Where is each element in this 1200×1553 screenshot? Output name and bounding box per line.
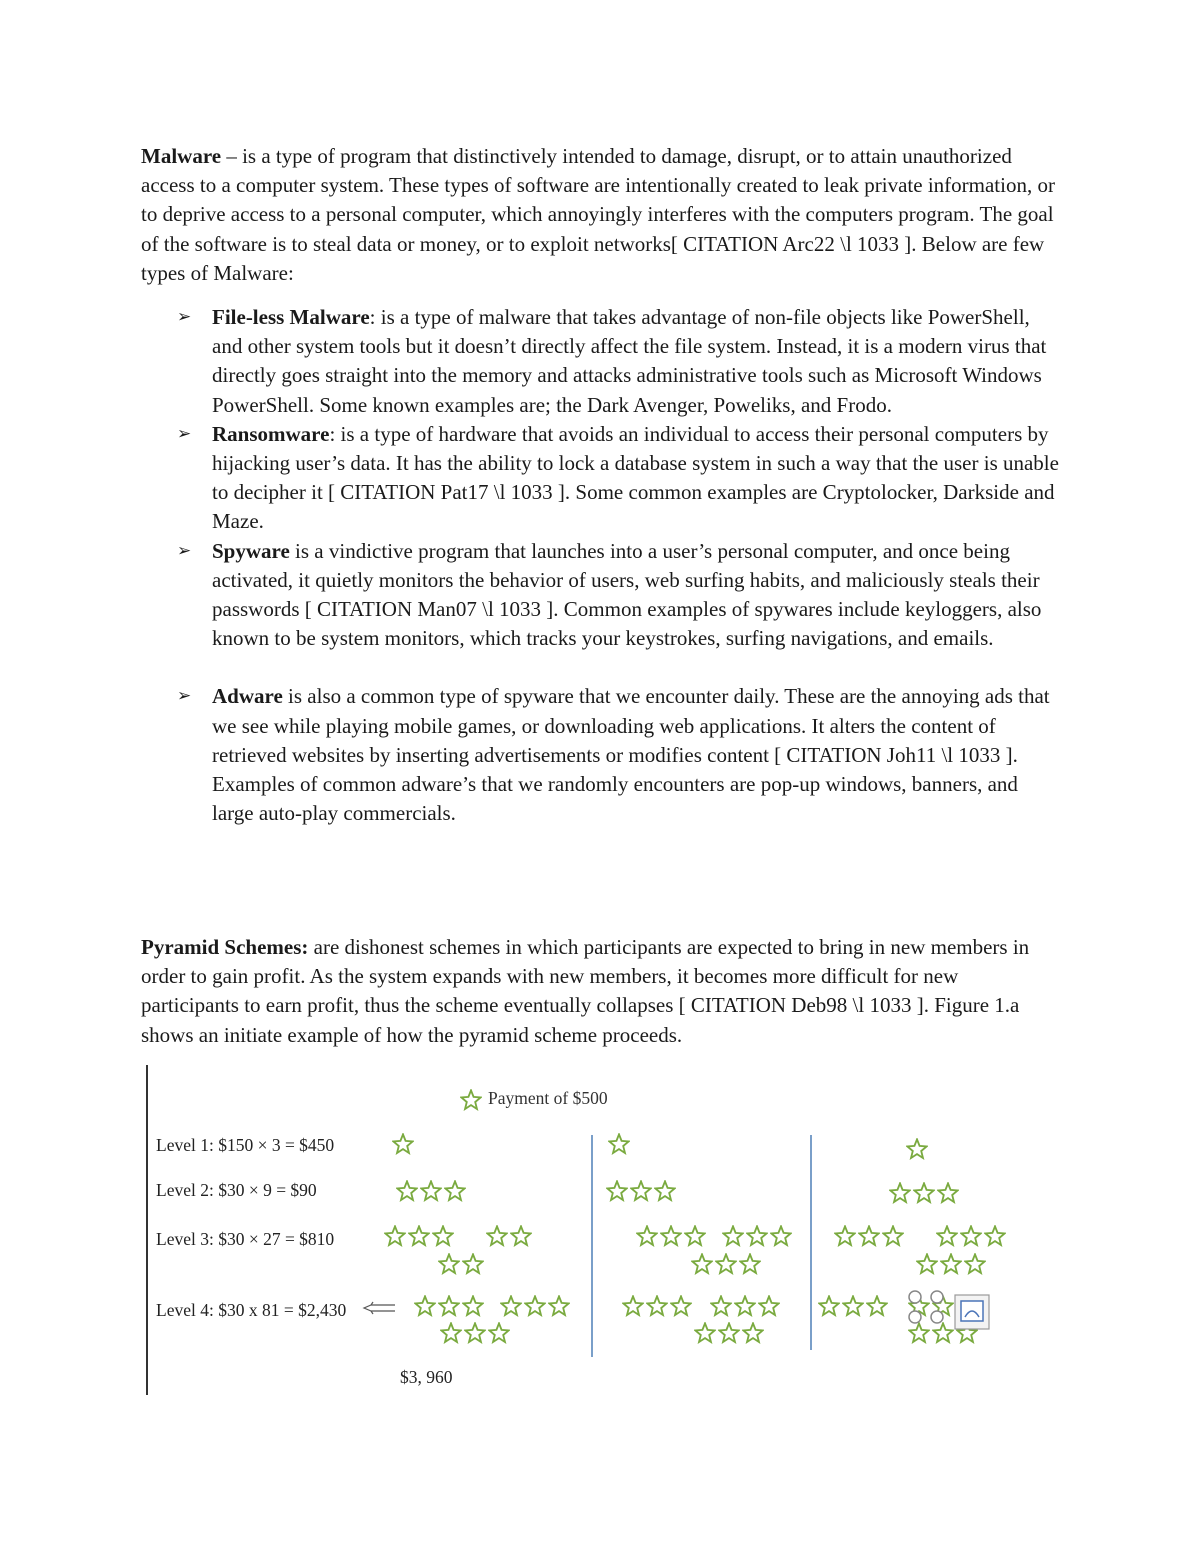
star-icon	[715, 1253, 737, 1280]
bullet-term: Adware	[212, 684, 283, 709]
star-icon	[670, 1295, 692, 1322]
star-icon	[438, 1253, 460, 1280]
bullet-text: : is a type of hardware that avoids an individual to access their personal computers by hijacking user’s data. It has the ability to lock a database system in such a way that the user is unable to decipher it [ CITATION Pat17 \l 1033 ]. Some common examples are Cryptolocker, Darkside and Maze.	[212, 421, 1059, 534]
star-icon	[916, 1253, 938, 1280]
list-item	[141, 303, 1061, 420]
level-3-label: Level 3: $30 × 27 = $810	[156, 1229, 335, 1249]
level-2-label: Level 2: $30 × 9 = $90	[156, 1180, 317, 1200]
star-icon	[392, 1133, 414, 1160]
star-icon	[734, 1295, 756, 1322]
figure-total: $3, 960	[400, 1367, 453, 1387]
column-divider	[810, 1135, 812, 1350]
star-icon	[913, 1182, 935, 1209]
column-divider	[591, 1135, 593, 1357]
arrow-bullet-icon: ➢	[177, 423, 192, 444]
level-4-label: Level 4: $30 x 81 = $2,430	[156, 1300, 347, 1320]
star-icon	[758, 1295, 780, 1322]
star-icon	[606, 1180, 628, 1207]
pyramid-paragraph	[141, 933, 1061, 1050]
figure-left-border	[146, 1065, 148, 1395]
star-icon	[746, 1225, 768, 1252]
arrow-bullet-icon: ➢	[177, 686, 192, 707]
star-icon	[646, 1295, 668, 1322]
star-icon	[462, 1295, 484, 1322]
bullet-text: : is a type of malware that takes advantage of non-file objects like PowerShell, and other system tools but it doesn’t directly affect the file system. Instead, it is a modern virus that directly goes straight into the memory and attacks administrative tools such as Microsoft Windows PowerShell. Some known examples are; the Dark Avenger, Poweliks, and Frodo.	[212, 305, 1047, 417]
star-icon	[660, 1225, 682, 1252]
star-icon	[936, 1225, 958, 1252]
star-icon	[510, 1225, 532, 1252]
star-icon	[548, 1295, 570, 1322]
star-icon	[444, 1180, 466, 1207]
level-1-label: Level 1: $150 × 3 = $450	[156, 1135, 335, 1155]
star-icon	[889, 1182, 911, 1209]
list-item	[141, 420, 1061, 537]
star-icon	[654, 1180, 676, 1207]
star-icon	[500, 1295, 522, 1322]
malware-term: Malware	[141, 144, 222, 168]
star-icon	[396, 1180, 418, 1207]
star-icon	[414, 1295, 436, 1322]
star-icon	[858, 1225, 880, 1252]
star-icon	[742, 1322, 764, 1349]
star-icon	[937, 1182, 959, 1209]
bullet-term: Ransomware	[212, 421, 330, 446]
star-icon	[694, 1322, 716, 1349]
star-icon	[882, 1225, 904, 1252]
star-icon	[636, 1225, 658, 1252]
pyramid-term: Pyramid Schemes:	[141, 935, 309, 959]
bullet-term: Spyware	[212, 538, 290, 563]
malware-types-list	[141, 303, 1061, 828]
bullet-text: is also a common type of spyware that we encounter daily. These are the annoying ads that we see while playing mobile games, or downloading web applications. It alters the content of retrieved websites by inserting advertisements or modifies content [ CITATION Joh11 \l 1033 ]. Examples of common adware’s that we randomly encounters are pop-up windows, banners, and large auto-play commercials.	[212, 684, 1050, 826]
star-icon	[384, 1225, 406, 1252]
star-icon	[842, 1295, 864, 1322]
star-icon	[739, 1253, 761, 1280]
star-icon	[460, 1089, 482, 1116]
star-icon	[718, 1322, 740, 1349]
star-icon	[420, 1180, 442, 1207]
bullet-term: File-less Malware	[212, 305, 370, 329]
star-icon	[940, 1253, 962, 1280]
star-icon	[408, 1225, 430, 1252]
star-icon	[486, 1225, 508, 1252]
double-arrow-icon	[362, 1301, 396, 1320]
star-icon	[440, 1322, 462, 1349]
star-icon	[722, 1225, 744, 1252]
star-icon	[622, 1295, 644, 1322]
star-icon	[906, 1138, 928, 1165]
list-item	[141, 682, 1061, 828]
star-icon	[608, 1133, 630, 1160]
list-item	[141, 537, 1061, 654]
star-icon	[630, 1180, 652, 1207]
star-icon	[866, 1295, 888, 1322]
arrow-bullet-icon: ➢	[177, 540, 192, 561]
figure-legend: Payment of $500	[488, 1088, 608, 1108]
star-icon	[432, 1225, 454, 1252]
star-icon	[984, 1225, 1006, 1252]
malware-paragraph	[141, 142, 1061, 288]
star-icon	[524, 1295, 546, 1322]
star-icon	[691, 1253, 713, 1280]
star-icon	[710, 1295, 732, 1322]
malware-text: – is a type of program that distinctively intended to damage, disrupt, or to attain unauthorized access to a computer system. These types of software are intentionally created to leak private information, or to deprive access to a personal computer, which annoyingly interferes with the computers program. The goal of the software is to steal data or money, or to exploit networks[ CITATION Arc22 \l 1033 ]. Below are few types of Malware:	[141, 144, 1055, 285]
image-resize-handles-icon[interactable]	[903, 1287, 993, 1362]
star-icon	[462, 1253, 484, 1280]
star-icon	[818, 1295, 840, 1322]
pyramid-text: are dishonest schemes in which participants are expected to bring in new members in order to gain profit. As the system expands with new members, it becomes more difficult for new participants to earn profit, thus the scheme eventually collapses [ CITATION Deb98 \l 1033 ]. Figure 1.a shows an initiate example of how the pyramid scheme proceeds.	[141, 935, 1030, 1047]
bullet-text: is a vindictive program that launches into a user’s personal computer, and once being activated, it quietly monitors the behavior of users, web surfing habits, and maliciously steals their passwords [ CITATION Man07 \l 1033 ]. Common examples of spywares include keyloggers, also known to be system monitors, which tracks your keystrokes, surfing navigations, and emails.	[212, 538, 1042, 651]
star-icon	[464, 1322, 486, 1349]
pyramid-figure[interactable]	[146, 1065, 1006, 1397]
star-icon	[684, 1225, 706, 1252]
star-icon	[438, 1295, 460, 1322]
star-icon	[770, 1225, 792, 1252]
star-icon	[834, 1225, 856, 1252]
star-icon	[960, 1225, 982, 1252]
star-icon	[964, 1253, 986, 1280]
star-icon	[488, 1322, 510, 1349]
arrow-bullet-icon: ➢	[177, 307, 192, 327]
